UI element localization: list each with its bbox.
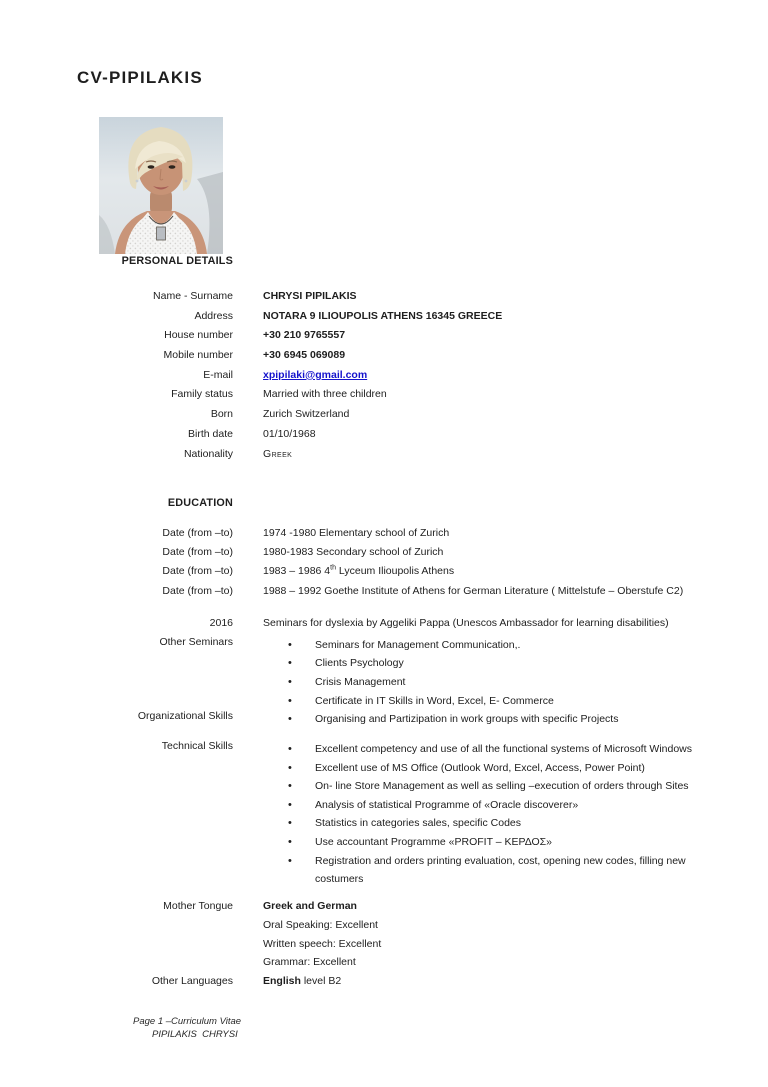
education-date-label: Date (from –to) xyxy=(162,527,233,539)
technical-skill-item: • Use accountant Programme «PROFIT – ΚΕΡΔΟΣ» xyxy=(263,833,721,851)
photo-pendant xyxy=(157,227,166,240)
technical-skills-table xyxy=(77,740,721,885)
other-languages-value: English level B2 xyxy=(263,975,342,988)
language-detail: Written speech: Excellent xyxy=(263,937,382,950)
education-entry: 1980-1983 Secondary school of Zurich xyxy=(263,546,444,559)
technical-skill-item: • On- line Store Management as well as selling –execution of orders through Sites xyxy=(263,777,721,795)
field-value-nationality: Greek xyxy=(263,447,293,460)
field-label-mobile-number: Mobile number xyxy=(163,349,233,362)
portrait-photo xyxy=(99,117,223,254)
technical-skill-item: • Statistics in categories sales, specific Codes xyxy=(263,814,721,832)
ordinal-superscript: th xyxy=(330,564,336,572)
organizational-skills-label: Organizational Skills xyxy=(137,710,233,723)
education-entry: 1983 – 1986 4th Lyceum Ilioupolis Athens xyxy=(263,564,455,578)
mother-tongue-value: Greek and German xyxy=(263,900,357,912)
photo-earring-left xyxy=(136,180,139,183)
other-seminars-label: Other Seminars xyxy=(159,635,233,648)
technical-skills-label: Technical Skills xyxy=(161,740,233,752)
education-date-label: Date (from –to) xyxy=(162,565,233,578)
field-value-address: NOTARA 9 ILIOUPOLIS ATHENS 16345 GREECE xyxy=(263,309,503,322)
footer-line-1: Page 1 –Curriculum Vitae xyxy=(133,1016,242,1027)
seminar-item: • Crisis Management xyxy=(263,673,721,691)
field-label-family-status: Family status xyxy=(171,388,233,401)
field-label-name: Name - Surname xyxy=(153,290,233,302)
field-label-born: Born xyxy=(210,408,233,421)
technical-skill-item: • Analysis of statistical Programme of «Oracle discoverer» xyxy=(263,796,721,814)
page-title: CV-PIPILAKIS xyxy=(77,68,203,87)
field-label-email: E-mail xyxy=(203,368,233,381)
other-languages-label: Other Languages xyxy=(151,975,233,988)
photo-eye-left xyxy=(148,165,155,168)
field-value-birth-date: 01/10/1968 xyxy=(263,427,316,440)
field-label-house-number: House number xyxy=(164,329,233,342)
technical-skill-item: • Registration and orders printing evaluation, cost, opening new codes, filling new costumers xyxy=(263,852,721,889)
seminar-year-value: Seminars for dyslexia by Aggeliki Pappa (Unescos Ambassador for learning disabilities) xyxy=(263,617,669,629)
language-detail: Oral Speaking: Excellent xyxy=(263,918,378,931)
mother-tongue-label: Mother Tongue xyxy=(163,900,233,912)
seminar-year-label: 2016 xyxy=(209,617,233,629)
footer-line-2: PIPILAKIS CHRYSI xyxy=(152,1029,238,1040)
technical-skill-item: • Excellent competency and use of all the functional systems of Microsoft Windows xyxy=(263,740,721,758)
email-link[interactable]: xpipilaki@gmail.com xyxy=(263,368,368,381)
seminar-item: • Clients Psychology xyxy=(263,654,721,672)
personal-details-table xyxy=(77,290,721,467)
seminars-table xyxy=(77,617,721,729)
photo-earring-right xyxy=(185,180,188,183)
field-label-nationality: Nationality xyxy=(183,447,233,460)
personal-details-heading: PERSONAL DETAILS xyxy=(121,255,233,267)
education-date-label: Date (from –to) xyxy=(162,584,233,597)
education-date-label: Date (from –to) xyxy=(162,546,233,559)
education-heading: EDUCATION xyxy=(167,497,233,509)
field-value-family-status: Married with three children xyxy=(263,388,387,401)
seminar-item: • Seminars for Management Communication,. xyxy=(263,636,721,654)
education-entry: 1988 – 1992 Goethe Institute of Athens for German Literature ( Mittelstufe – Oberstufe C2) xyxy=(263,584,684,597)
field-label-address: Address xyxy=(194,309,233,322)
technical-skill-item: • Excellent use of MS Office (Outlook Word, Excel, Access, Power Point) xyxy=(263,759,721,777)
photo-eye-right xyxy=(169,165,176,168)
education-table xyxy=(77,527,721,604)
field-value-name: CHRYSI PIPILAKIS xyxy=(263,290,357,302)
field-value-house-number: +30 210 9765557 xyxy=(263,329,346,342)
language-detail: Grammar: Excellent xyxy=(263,956,356,969)
field-label-birth-date: Birth date xyxy=(188,427,233,440)
field-value-born: Zurich Switzerland xyxy=(263,408,350,421)
field-value-mobile-number: +30 6945 069089 xyxy=(263,349,346,362)
languages-table xyxy=(77,900,721,994)
education-entry: 1974 -1980 Elementary school of Zurich xyxy=(263,527,450,539)
organizational-skill-item: • Organising and Partizipation in work groups with specific Projects xyxy=(263,710,721,728)
seminar-item: • Certificate in IT Skills in Word, Excel, E- Commerce xyxy=(263,692,721,710)
